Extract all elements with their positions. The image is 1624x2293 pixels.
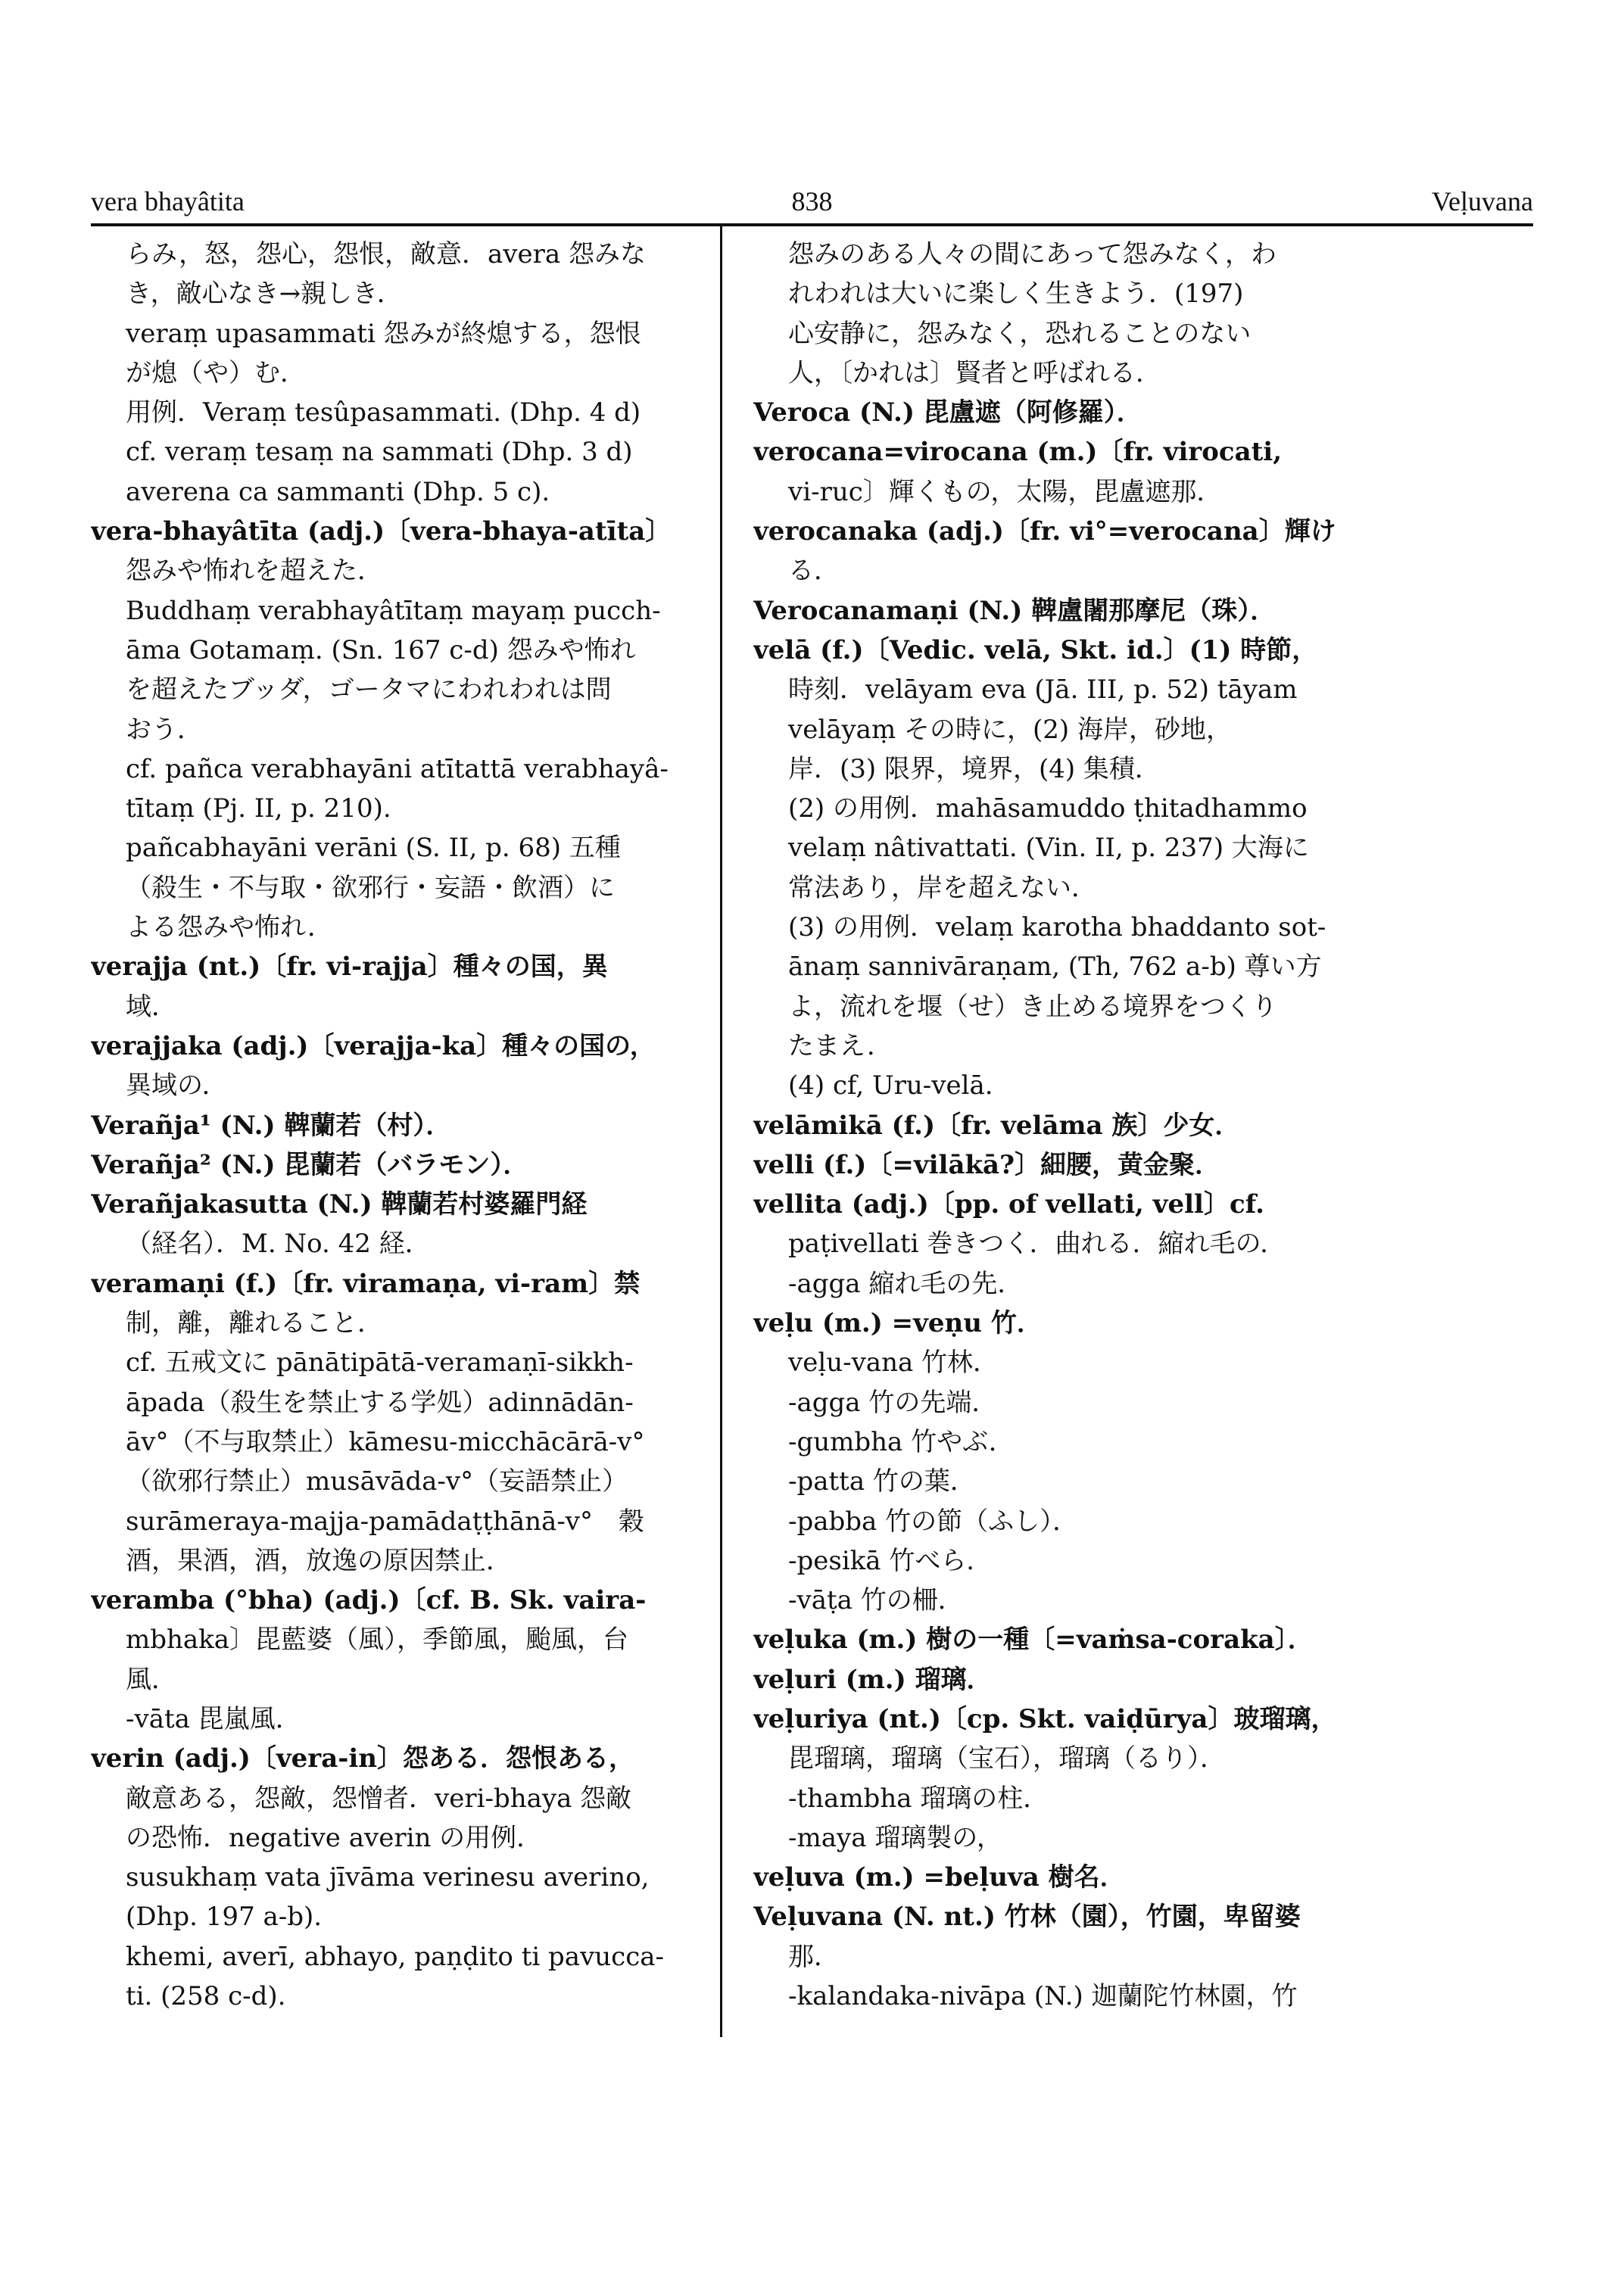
entry-text-line: 那． <box>788 1941 840 1972</box>
entry-text-line: 敵意ある，怨敵，怨憎者．veri-bhaya 怨敵 <box>126 1783 632 1814</box>
entry-text-line: paṭivellati 巻きつく．曲れる．縮れ毛の． <box>788 1229 1286 1260</box>
entry-text-line: 制，離，離れること． <box>126 1308 383 1339</box>
entry-text-line: ti. (258 c-d). <box>126 1981 286 2012</box>
entry-text-line: averena ca sammanti (Dhp. 5 c). <box>126 476 550 507</box>
entry-text-line: velāyaṃ その時に，(2) 海岸，砂地， <box>788 714 1232 745</box>
entry-headword-line: verajjaka (adj.)〔verajja-ka〕種々の国の， <box>91 1030 656 1061</box>
entry-text-line: -agga 縮れ毛の先． <box>788 1268 1024 1299</box>
entry-headword-line: verin (adj.)〔vera-in〕怨ある．怨恨ある， <box>91 1743 634 1774</box>
entry-text-line: 怨みや怖れを超えた． <box>126 556 383 587</box>
entry-text-line: 心安静に，怨みなく，恐れることのない <box>788 318 1252 349</box>
entry-text-line: 域． <box>126 991 177 1022</box>
entry-text-line: -patta 竹の葉． <box>788 1466 976 1497</box>
running-header <box>91 178 1533 223</box>
entry-text-line: cf. pañca verabhayāni atītattā verabhayâ- <box>126 753 669 784</box>
entry-text-line: 用例．Veraṃ tesûpasammati. (Dhp. 4 d) <box>126 397 641 428</box>
entry-text-line: āpada（殺生を禁止する学処）adinnādān- <box>126 1387 634 1418</box>
entry-headword-line: velli (f.)〔=vilākā?〕細腰，黄金聚． <box>753 1149 1221 1180</box>
right-column <box>753 235 1389 2016</box>
entry-text-line: susukhaṃ vata jīvāma verinesu averino, <box>126 1862 650 1893</box>
entry-text-line: tītaṃ (Pj. II, p. 210). <box>126 793 391 824</box>
entry-text-line: (Dhp. 197 a-b). <box>126 1902 323 1933</box>
entry-text-line: 時刻．velāyam eva (Jā. III, p. 52) tāyam <box>788 675 1298 706</box>
entry-text-line: れわれは大いに楽しく生きよう．(197) <box>788 279 1244 310</box>
entry-text-line: 酒，果酒，酒，放逸の原因禁止． <box>126 1545 512 1576</box>
entry-text-line: Buddhaṃ verabhayâtītaṃ mayaṃ pucch- <box>126 595 661 626</box>
entry-text-line: -vāta 毘嵐風． <box>126 1703 301 1734</box>
entry-text-line: 人，〔かれは〕賢者と呼ばれる． <box>788 357 1161 388</box>
entry-text-line: cf. 五戒文に pānātipātā-veramaṇī-sikkh- <box>126 1347 634 1379</box>
entry-text-line: āv°（不与取禁止）kāmesu-micchācārā-v° <box>126 1426 645 1457</box>
entry-text-line: veḷu-vana 竹林． <box>788 1347 999 1379</box>
entry-headword-line: Veḷuvana (N. nt.) 竹林（園），竹園，卑留婆 <box>753 1902 1301 1933</box>
entry-text-line: ānaṃ sannivāraṇam, (Th, 762 a-b) 尊い方 <box>788 952 1322 983</box>
entry-headword-line: Verañja² (N.) 毘蘭若（バラモン）． <box>91 1149 529 1180</box>
entry-headword-line: vellita (adj.)〔pp. of vellati, vell〕cf. <box>753 1189 1264 1220</box>
left-column <box>91 235 697 2016</box>
entry-text-line: （経名）．M. No. 42 経． <box>126 1229 431 1260</box>
entry-text-line: 風． <box>126 1664 177 1695</box>
entry-text-line: の恐怖．negative averin の用例． <box>126 1822 543 1853</box>
entry-headword-line: veramba (°bha) (adj.)〔cf. B. Sk. vaira- <box>91 1585 647 1616</box>
entry-text-line: （殺生・不与取・欲邪行・妄語・飲酒）に <box>126 872 615 903</box>
entry-text-line: る． <box>788 556 840 587</box>
entry-text-line: 常法あり，岸を超えない． <box>788 872 1097 903</box>
entry-headword-line: Verocanamaṇi (N.) 鞞盧闍那摩尼（珠）． <box>753 595 1276 626</box>
entry-headword-line: verajja (nt.)〔fr. vi-rajja〕種々の国，異 <box>91 952 608 983</box>
entry-headword-line: veḷu (m.) =veṇu 竹． <box>753 1308 1043 1339</box>
entry-headword-line: veḷuri (m.) 瑠璃． <box>753 1664 993 1695</box>
entry-text-line: 毘瑠璃，瑠璃（宝石），瑠璃（るり）． <box>788 1743 1226 1774</box>
entry-text-line: -pabba 竹の節（ふし）． <box>788 1506 1079 1537</box>
entry-text-line: mbhaka〕毘藍婆（風），季節風，颱風，台 <box>126 1625 629 1656</box>
column-divider <box>720 226 722 2037</box>
entry-headword-line: vera-bhayâtīta (adj.)〔vera-bhaya-atīta〕 <box>91 516 672 547</box>
entry-headword-line: velā (f.)〔Vedic. velā, Skt. id.〕(1) 時節， <box>753 634 1318 665</box>
entry-text-line: khemi, averī, abhayo, paṇḍito ti pavucca- <box>126 1941 665 1972</box>
entry-text-line: たまえ． <box>788 1030 893 1061</box>
entry-text-line: -vāṭa 竹の柵． <box>788 1585 964 1616</box>
entry-headword-line: verocana=virocana (m.)〔fr. virocati, <box>753 437 1283 468</box>
entry-headword-line: velāmikā (f.)〔fr. velāma 族〕少女． <box>753 1110 1241 1141</box>
header-right-guide-word: Veḷuvana <box>1432 186 1533 217</box>
entry-text-line: -pesikā 竹べら． <box>788 1545 993 1576</box>
entry-headword-line: Veroca (N.) 毘盧遮（阿修羅）． <box>753 397 1142 428</box>
entry-headword-line: veramaṇi (f.)〔fr. viramaṇa, vi-ram〕禁 <box>91 1268 641 1299</box>
entry-text-line: surāmeraya-majja-pamādaṭṭhānā-v° 穀 <box>126 1506 645 1537</box>
entry-headword-line: verocanaka (adj.)〔fr. vi°=verocana〕輝け <box>753 516 1336 547</box>
entry-headword-line: veḷuva (m.) =beḷuva 樹名． <box>753 1862 1126 1893</box>
entry-text-line: veraṃ upasammati 怨みが終熄する，怨恨 <box>126 318 641 349</box>
entry-headword-line: Verañjakasutta (N.) 鞞蘭若村婆羅門経 <box>91 1189 588 1220</box>
entry-text-line: 怨みのある人々の間にあって怨みなく，わ <box>788 239 1276 269</box>
entry-text-line: cf. veraṃ tesaṃ na sammati (Dhp. 3 d) <box>126 437 633 468</box>
page-number: 838 <box>791 186 833 217</box>
entry-text-line: -agga 竹の先端． <box>788 1387 998 1418</box>
entry-text-line: āma Gotamaṃ. (Sn. 167 c-d) 怨みや怖れ <box>126 634 636 665</box>
entry-text-line: -maya 瑠璃製の， <box>788 1822 1002 1853</box>
entry-text-line: らみ，怒，怨心，怨恨，敵意．avera 怨みな <box>126 239 646 269</box>
entry-text-line: が熄（や）む． <box>126 357 306 388</box>
entry-headword-line: veḷuriya (nt.)〔cp. Skt. vaiḍūrya〕玻瑠璃， <box>753 1703 1337 1734</box>
entry-text-line: 岸．(3) 限界，境界，(4) 集積． <box>788 753 1161 784</box>
entry-headword-line: Verañja¹ (N.) 鞞蘭若（村）． <box>91 1110 452 1141</box>
entry-text-line: き，敵心なき→親しき． <box>126 279 403 310</box>
entry-text-line: (3) の用例．velaṃ karotha bhaddanto sot- <box>788 912 1326 943</box>
entry-text-line: よ，流れを堰（せ）き止める境界をつくり <box>788 991 1277 1022</box>
header-left-guide-word: vera bhayâtita <box>91 186 245 217</box>
entry-text-line: よる怨みや怖れ． <box>126 912 334 943</box>
entry-text-line: -thambha 瑠璃の柱． <box>788 1783 1049 1814</box>
entry-text-line: （欲邪行禁止）musāvāda-v°（妄語禁止） <box>126 1466 628 1497</box>
entry-text-line: 異域の． <box>126 1070 228 1101</box>
entry-text-line: vi-ruc〕輝くもの，太陽，毘盧遮那． <box>788 476 1223 507</box>
entry-text-line: (4) cf, Uru-velā. <box>788 1070 993 1101</box>
entry-text-line: velaṃ nâtivattati. (Vin. II, p. 237) 大海に <box>788 833 1309 864</box>
entry-text-line: pañcabhayāni verāni (S. II, p. 68) 五種 <box>126 833 621 864</box>
entry-text-line: (2) の用例．mahāsamuddo ṭhitadhammo <box>788 793 1308 824</box>
entry-text-line: を超えたブッダ，ゴータマにわれわれは問 <box>126 675 612 706</box>
entry-text-line: おう． <box>126 714 203 745</box>
header-rule <box>91 223 1533 226</box>
entry-text-line: -gumbha 竹やぶ． <box>788 1426 1015 1457</box>
entry-headword-line: veḷuka (m.) 樹の一種〔=vaṁsa-coraka〕． <box>753 1625 1314 1656</box>
entry-text-line: -kalandaka-nivāpa (N.) 迦蘭陀竹林園，竹 <box>788 1981 1298 2012</box>
